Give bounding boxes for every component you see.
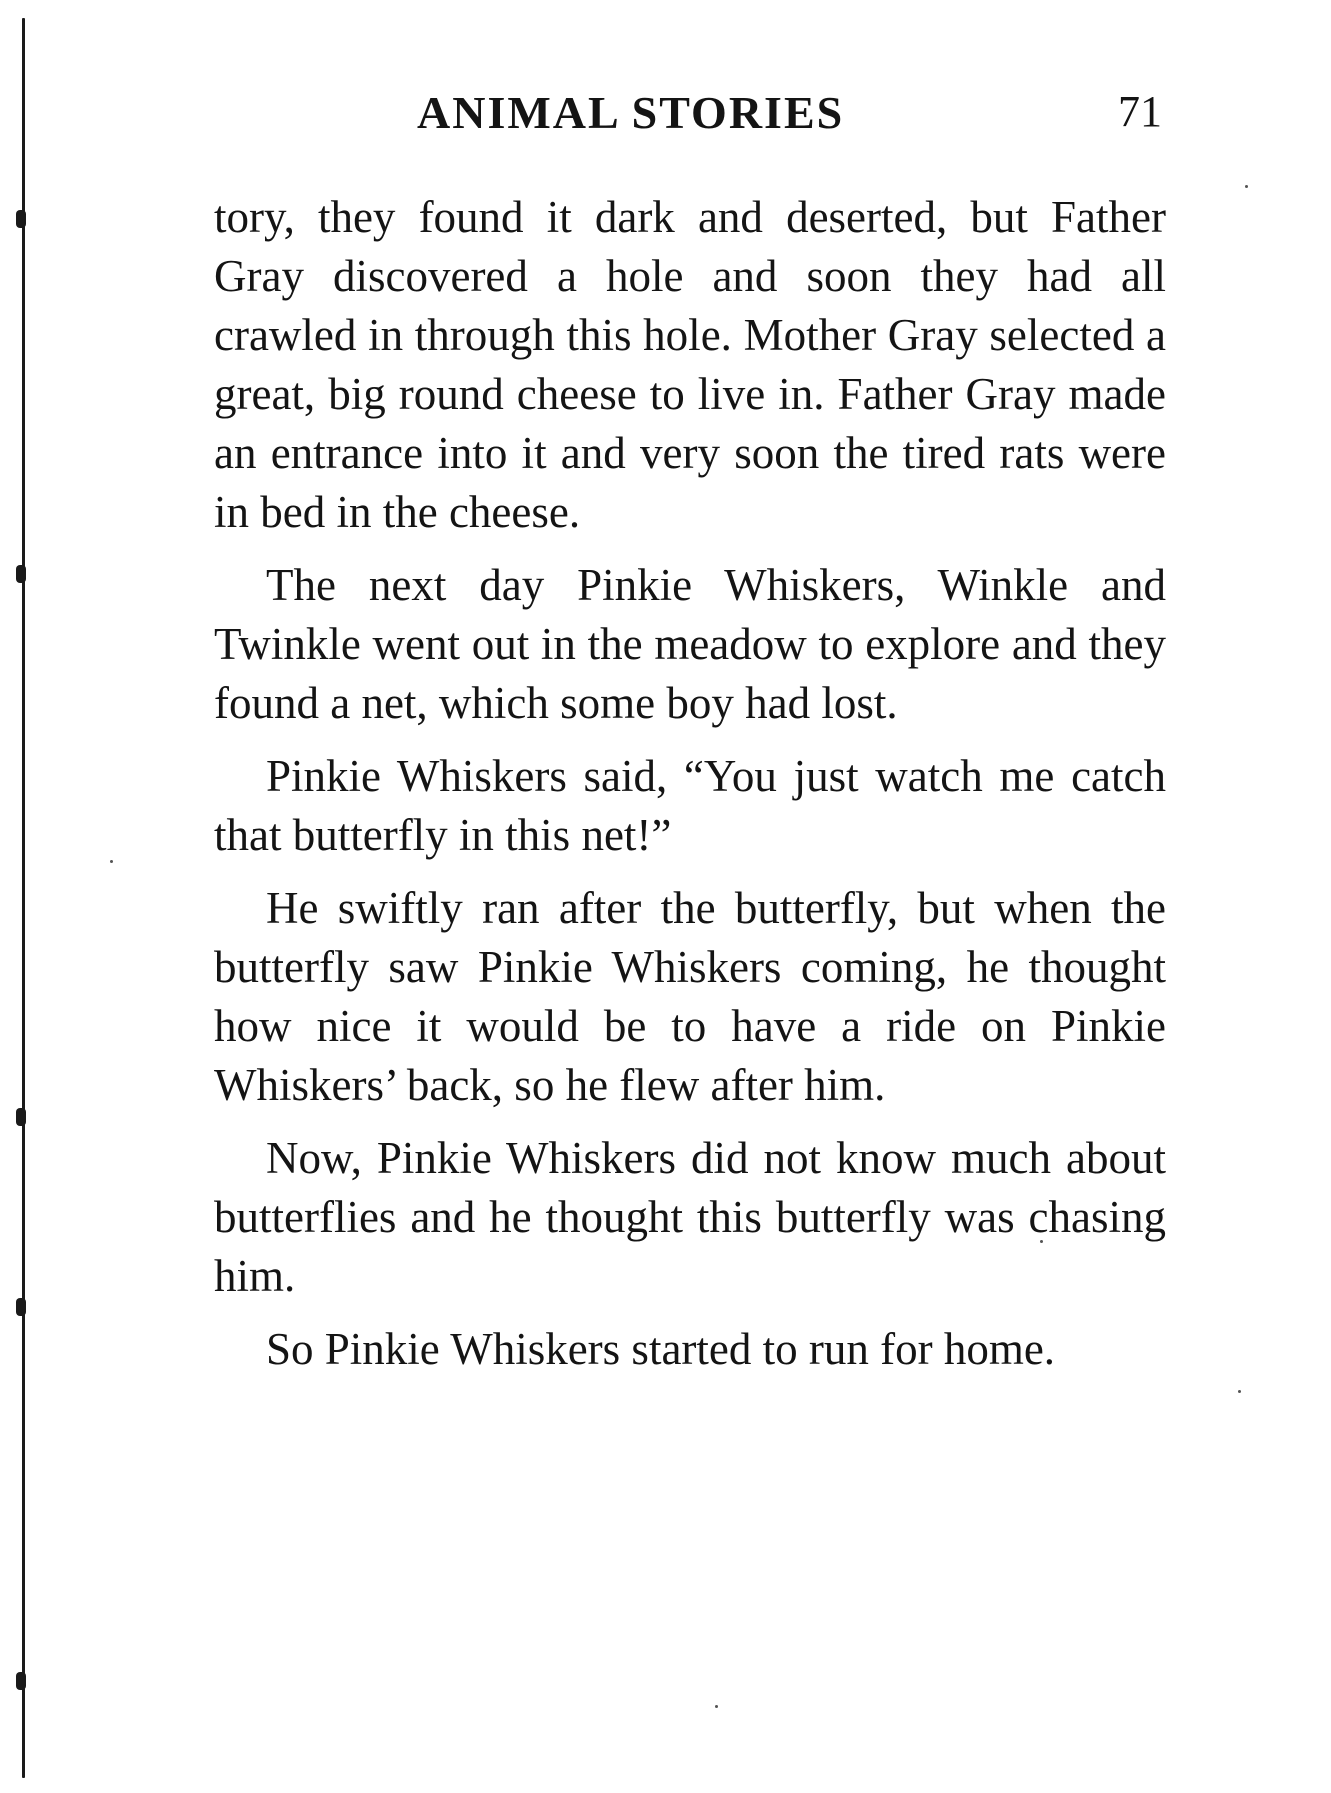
paragraph: He swiftly ran after the butterfly, but when the butterfly saw Pinkie Whiskers coming, he thought how nice it would be to have a ride on Pinkie Whiskers’ back, so he flew after him.	[214, 883, 1166, 1110]
binding-mark	[16, 1108, 26, 1126]
binding-mark	[16, 1672, 26, 1690]
scan-speck	[1245, 185, 1248, 188]
paragraph: So Pinkie Whiskers started to run for home.	[266, 1324, 1056, 1374]
page-number: 71	[1118, 87, 1162, 136]
paragraph: tory, they found it dark and deserted, but Father Gray discovered a hole and soon they had all crawled in through this hole. Mother Gray selected a great, big round cheese to live in. Father Gray made an entrance into it and very soon the tired rats were in bed in the cheese.	[214, 192, 1166, 537]
scan-speck	[1238, 1390, 1241, 1393]
page-header	[212, 86, 1162, 146]
scan-speck	[110, 860, 113, 863]
scan-speck	[715, 1705, 718, 1708]
binding-mark	[16, 210, 26, 228]
paragraph: Now, Pinkie Whiskers did not know much about butterflies and he thought this butterfly was chasing him.	[214, 1133, 1166, 1301]
page-binding-edge	[22, 18, 25, 1778]
running-title: ANIMAL STORIES	[417, 87, 845, 138]
binding-mark	[16, 565, 26, 583]
binding-mark	[16, 1298, 26, 1316]
paragraph: The next day Pinkie Whiskers, Winkle and Twinkle went out in the meadow to explore and they found a net, which some boy had lost.	[214, 560, 1166, 728]
story-text	[214, 188, 1166, 1393]
paragraph: Pinkie Whiskers said, “You just watch me catch that butterfly in this net!”	[214, 751, 1166, 860]
